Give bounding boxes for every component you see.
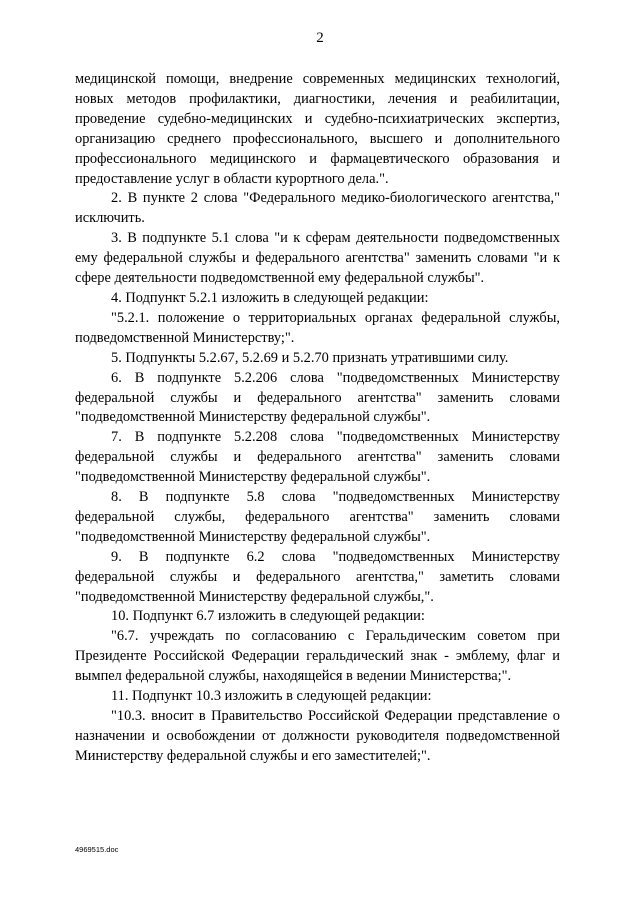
paragraph: 8. В подпункте 5.8 слова "подведомственных Министерству федеральной службы, федерального агентства" заменить словами "подведомственной Министерству федеральной службы". <box>75 489 560 545</box>
paragraph: 5. Подпункты 5.2.67, 5.2.69 и 5.2.70 признать утратившими силу. <box>111 349 509 366</box>
document-filename: 4969515.doc <box>75 845 119 854</box>
page-number: 2 <box>316 30 324 46</box>
document-body <box>75 70 560 767</box>
paragraph: 9. В подпункте 6.2 слова "подведомственных Министерству федеральной службы и федерального агентства," заметить словами "подведомственной Министерству федеральной службы,". <box>75 548 560 605</box>
paragraph: "6.7. учреждать по согласованию с Геральдическим советом при Президенте Российской Федерации геральдический знак - эмблему, флаг и вымпел федеральной службы, находящейся в ведении Министерства;". <box>75 628 560 685</box>
paragraph: 7. В подпункте 5.2.208 слова "подведомственных Министерству федеральной службы и федерального агентства" заменить словами "подведомственной Министерству федеральной службы". <box>75 429 560 486</box>
paragraph: 11. Подпункт 10.3 изложить в следующей редакции: <box>111 688 432 705</box>
paragraph: "5.2.1. положение о территориальных органах федеральной службы, подведомственной Министерству;". <box>75 309 560 346</box>
paragraph: 3. В подпункте 5.1 слова "и к сферам деятельности подведомственных ему федеральной службы и федерального агентства" заменить словами "и к сфере деятельности подведомственной ему федеральной службы". <box>75 230 560 287</box>
paragraph: 4. Подпункт 5.2.1 изложить в следующей редакции: <box>111 289 429 306</box>
paragraph: медицинской помощи, внедрение современных медицинских технологий, новых методов профилактики, диагностики, лечения и реабилитации, проведение судебно-медицинских и судебно-психиатрических экспертиз, организацию среднего профессионального, высшего и дополнительного профессионального медицинского и фармацевтического образования и предоставление услуг в области курортного дела.". <box>75 71 560 187</box>
paragraph: 2. В пункте 2 слова "Федерального медико-биологического агентства," исключить. <box>75 190 560 227</box>
paragraph: 6. В подпункте 5.2.206 слова "подведомственных Министерству федеральной службы и федерального агентства" заменить словами "подведомственной Министерству федеральной службы". <box>75 369 560 426</box>
paragraph: 10. Подпункт 6.7 изложить в следующей редакции: <box>111 608 425 625</box>
paragraph: "10.3. вносит в Правительство Российской Федерации представление о назначении и освобождении от должности руководителя подведомственной Министерству федеральной службы и его заместителей;". <box>75 708 560 764</box>
